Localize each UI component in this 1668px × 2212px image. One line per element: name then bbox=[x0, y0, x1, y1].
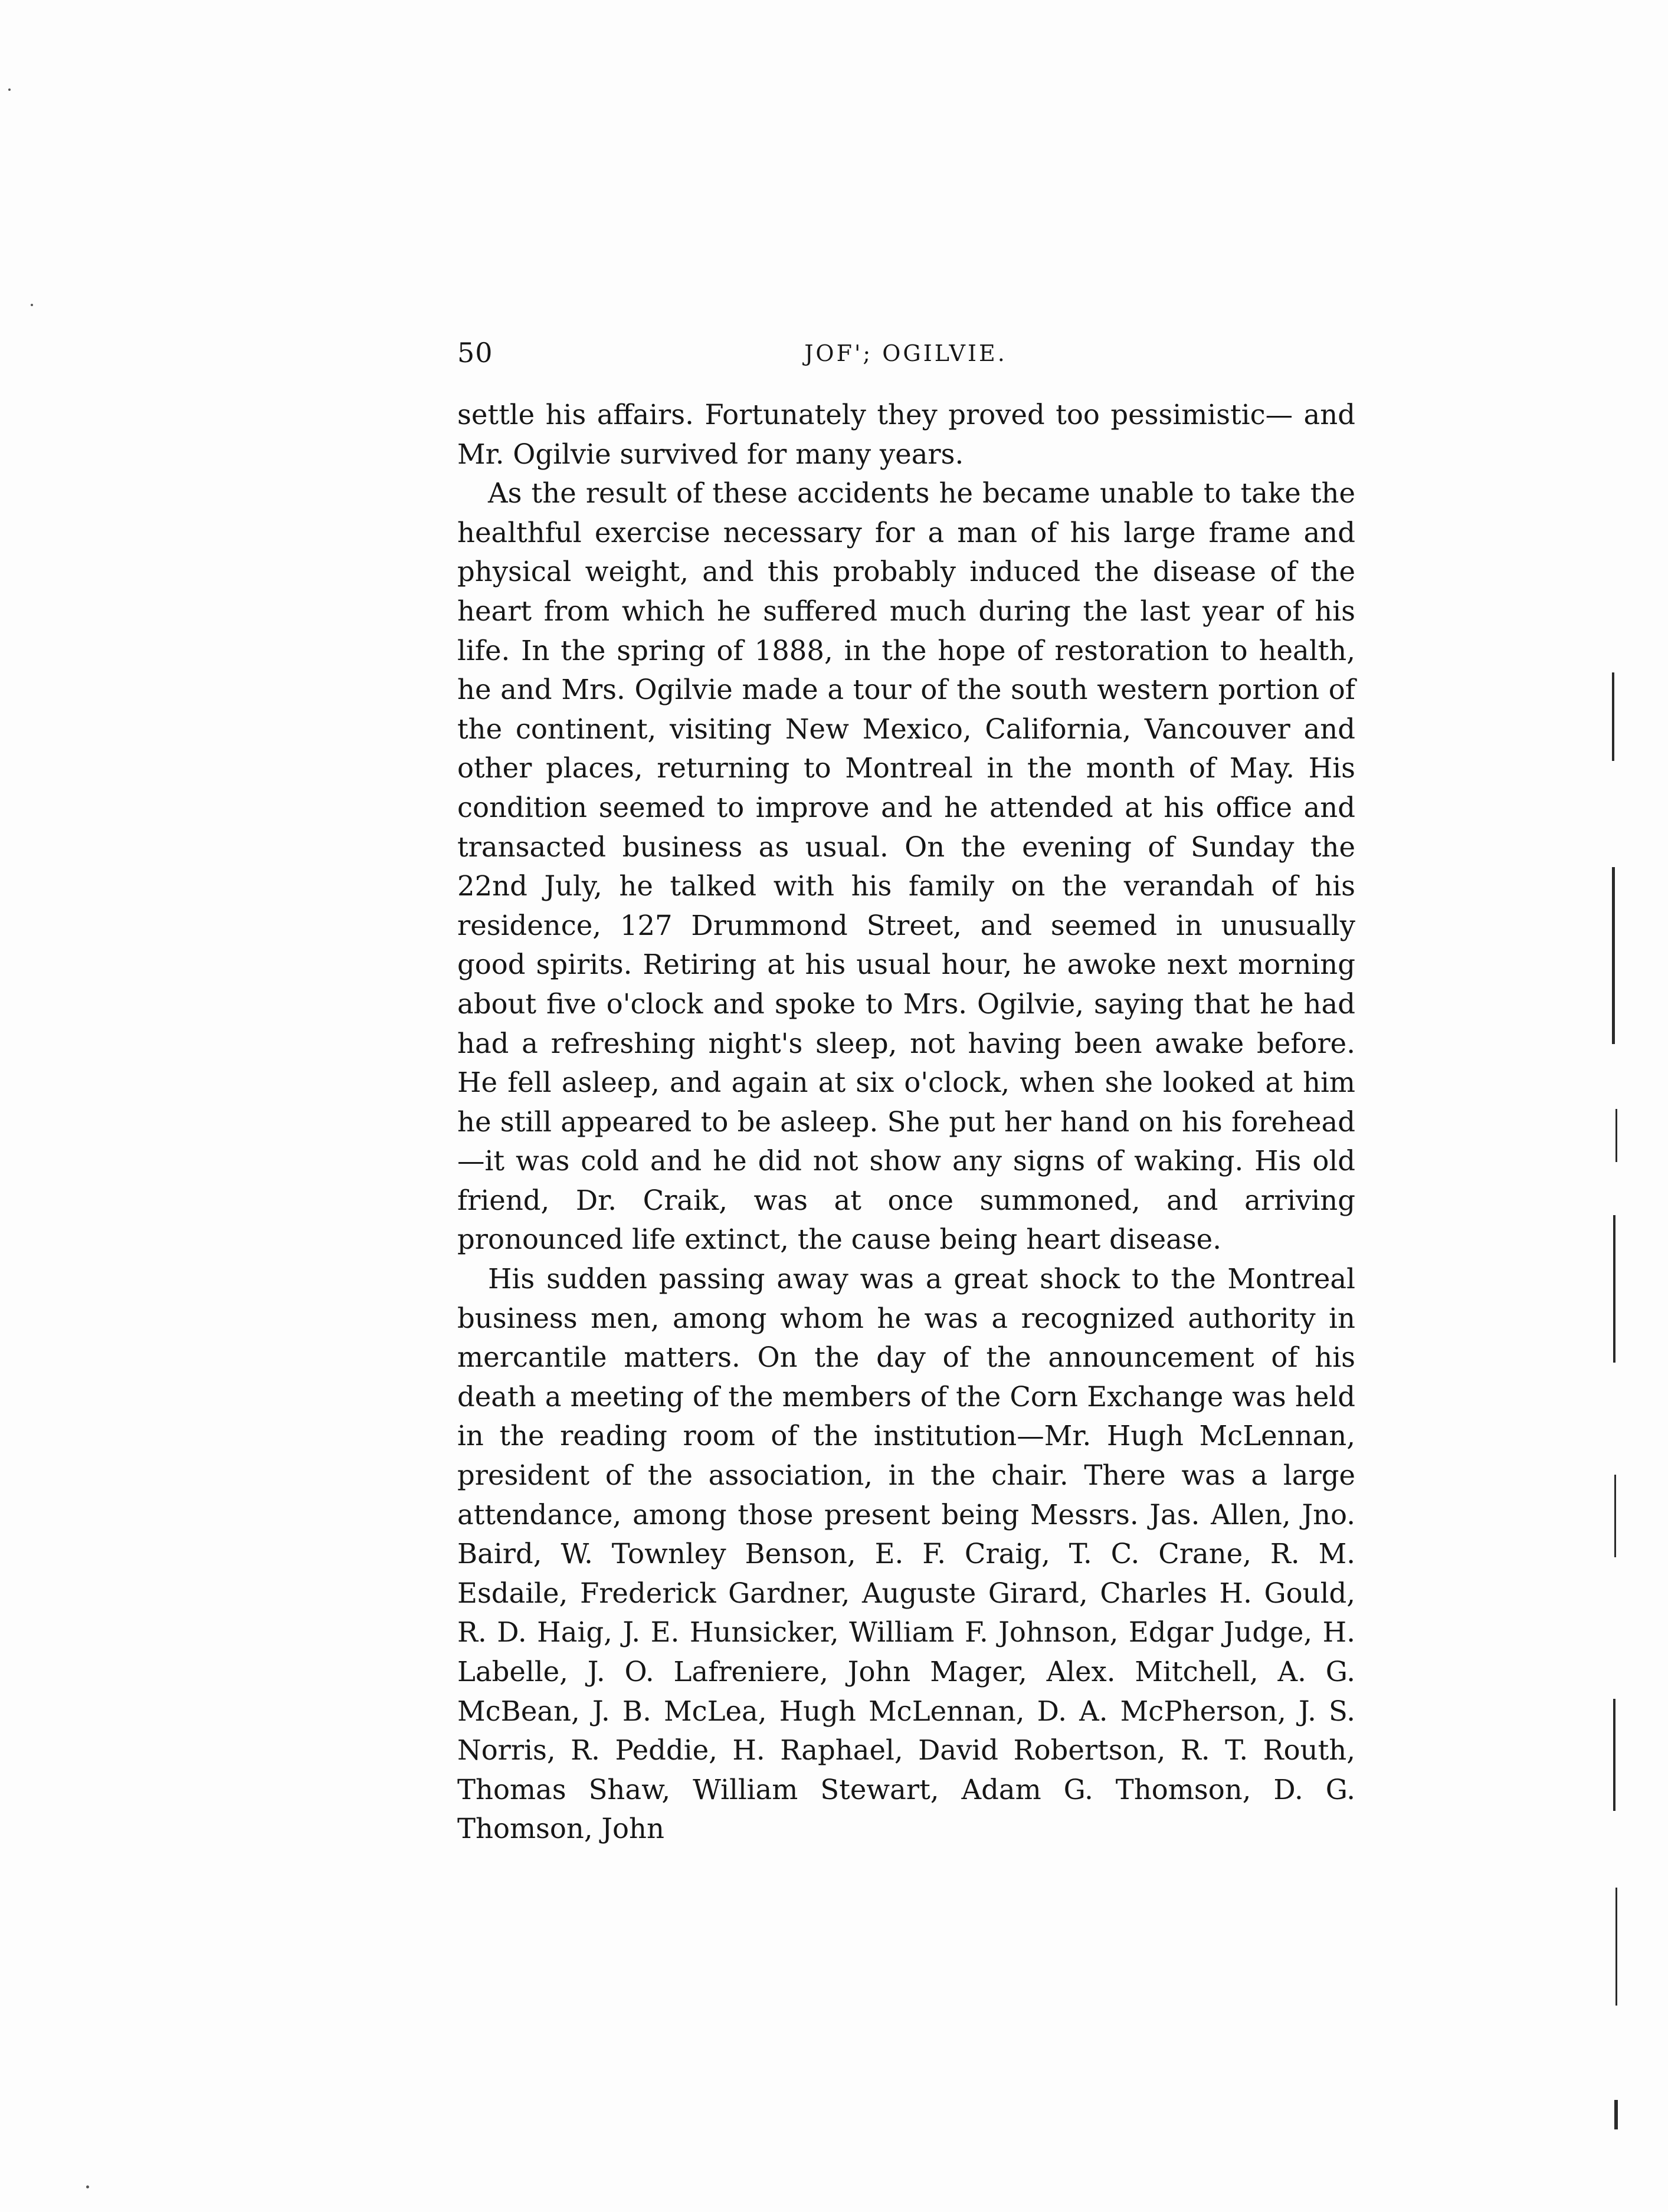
running-title: JOF'; OGILVIE. bbox=[804, 340, 1007, 366]
body-text bbox=[457, 395, 1355, 1849]
scan-edge-mark bbox=[1613, 1699, 1615, 1811]
scan-edge-mark bbox=[1612, 867, 1615, 1044]
paragraph-final-illness: As the result of these accidents he became unable to take the healthful exercise necessary for a man of his large frame and physical weight, and this probably induced the disease of the heart from which he suffered much during the last year of his life. In the spring of 1888, in the hope of restoration to health, he and Mrs. Ogilvie made a tour of the south western portion of the continent, visiting New Mexico, California, Vancouver and other places, returning to Montreal in the month of May. His condition seemed to improve and he attended at his office and transacted business as usual. On the evening of Sunday the 22nd July, he talked with his family on the verandah of his residence, 127 Drummond Street, and seemed in unusually good spirits. Retiring at his usual hour, he awoke next morning about five o'clock and spoke to Mrs. Ogilvie, saying that he had had a refreshing night's sleep, not having been awake before. He fell asleep, and again at six o'clock, when she looked at him he still appeared to be asleep. She put her hand on his forehead—it was cold and he did not show any signs of waking. His old friend, Dr. Craik, was at once summoned, and arriving pronounced life extinct, the cause being heart disease. bbox=[457, 477, 1355, 1256]
scan-edge-mark bbox=[1615, 1888, 1617, 2006]
paragraph-corn-exchange-meeting: His sudden passing away was a great shock to the Montreal business men, among whom he was a recognized authority in mercantile matters. On the day of the announcement of his death a meeting of the members of the Corn Exchange was held in the reading room of the institution—Mr. Hugh McLennan, president of the association, in the chair. There was a large attendance, among those present being Messrs. Jas. Allen, Jno. Baird, W. Townley Benson, E. F. Craig, T. C. Crane, R. M. Esdaile, Frederick Gardner, Auguste Girard, Charles H. Gould, R. D. Haig, J. E. Hunsicker, William F. Johnson, Edgar Judge, H. Labelle, J. O. Lafreniere, John Mager, Alex. Mitchell, A. G. McBean, J. B. McLea, Hugh McLennan, D. A. McPherson, J. S. Norris, R. Peddie, H. Raphael, David Robertson, R. T. Routh, Thomas Shaw, William Stewart, Adam G. Thomson, D. G. Thomson, John bbox=[457, 1263, 1355, 1845]
page-number: 50 bbox=[457, 337, 493, 369]
scan-speck bbox=[31, 304, 33, 306]
scan-speck bbox=[8, 88, 11, 91]
scan-edge-mark bbox=[1613, 1215, 1615, 1363]
scan-edge-mark bbox=[1614, 2100, 1618, 2129]
paragraph-continued: settle his affairs. Fortunately they proved too pessimistic— and Mr. Ogilvie survived for many years. bbox=[457, 399, 1355, 470]
scan-edge-mark bbox=[1615, 1109, 1617, 1162]
scan-edge-mark bbox=[1614, 1475, 1616, 1557]
scan-edge-mark bbox=[1612, 672, 1614, 761]
page-header bbox=[457, 335, 1355, 376]
scan-speck bbox=[86, 2185, 89, 2188]
